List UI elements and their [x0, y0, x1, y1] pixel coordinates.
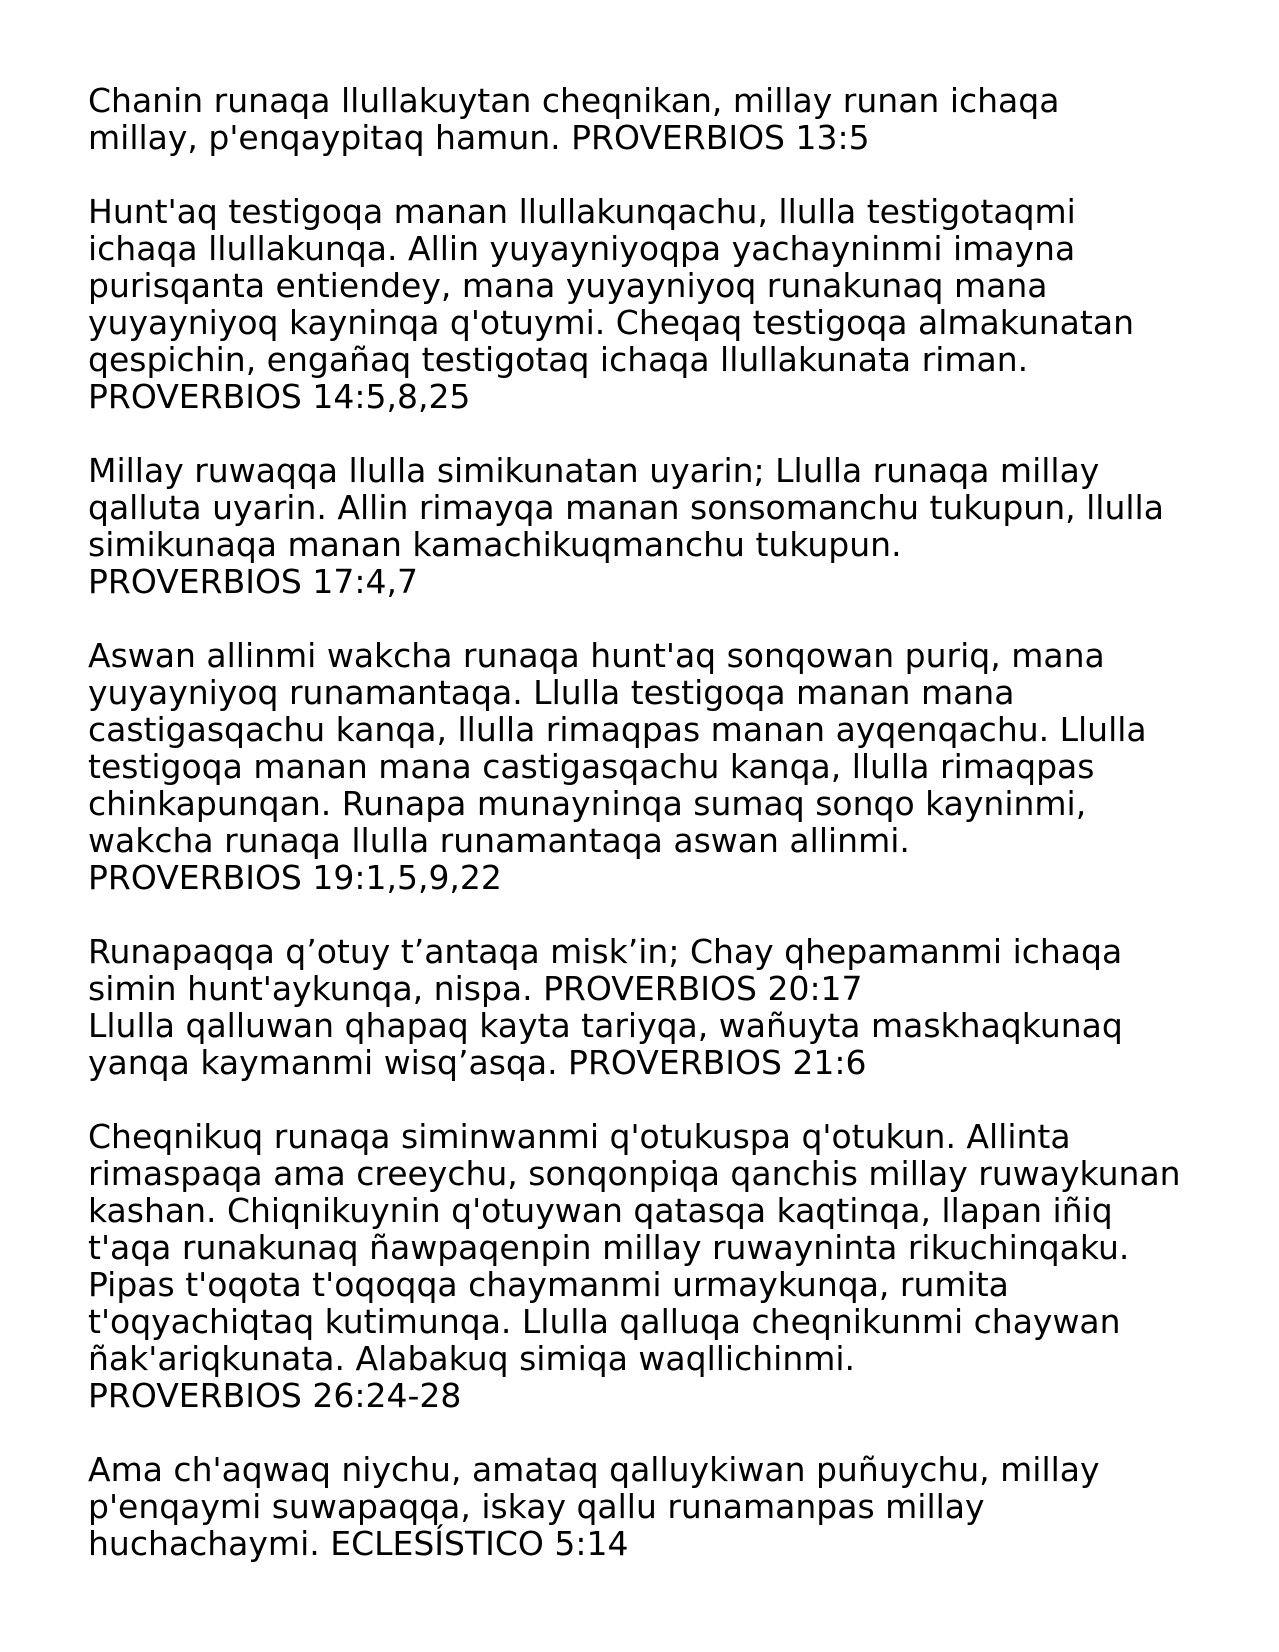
- text-line: Runapaqqa q’otuy t’antaqa misk’in; Chay qhepamanmi ichaqa: [88, 932, 1123, 971]
- text-line: millay, p'enqaypitaq hamun. PROVERBIOS 13:5: [88, 118, 870, 157]
- text-line: p'enqaymi suwapaqqa, iskay qallu runamanpas millay: [88, 1487, 985, 1526]
- text-line: Aswan allinmi wakcha runaqa hunt'aq sonqowan puriq, mana: [88, 636, 1105, 675]
- text-line: ichaqa llullakunqa. Allin yuyayniyoqpa yachayninmi imayna: [88, 229, 1076, 268]
- text-line: simikunaqa manan kamachikuqmanchu tukupun.: [88, 525, 902, 564]
- text-line: kashan. Chiqnikuynin q'otuywan qatasqa kaqtinqa, llapan iñiq: [88, 1191, 1113, 1230]
- text-line: Hunt'aq testigoqa manan llullakunqachu, llulla testigotaqmi: [88, 192, 1076, 231]
- verse-paragraph-2: [88, 193, 1228, 415]
- verse-paragraph-5: [88, 933, 1228, 1007]
- verse-paragraph-3: [88, 452, 1228, 600]
- verse-paragraph-8: [88, 1451, 1228, 1562]
- text-line: yuyayniyoq runamantaqa. Llulla testigoqa manan mana: [88, 673, 1015, 712]
- text-line: chinkapunqan. Runapa munayninqa sumaq sonqo kayninmi,: [88, 784, 1087, 823]
- verse-paragraph-1: [88, 82, 1228, 156]
- text-line: PROVERBIOS 26:24-28: [88, 1376, 462, 1415]
- text-line: Chanin runaqa llullakuytan cheqnikan, millay runan ichaqa: [88, 81, 1060, 120]
- verse-paragraph-7: [88, 1118, 1228, 1414]
- text-line: qalluta uyarin. Allin rimayqa manan sonsomanchu tukupun, llulla: [88, 488, 1164, 527]
- text-line: Millay ruwaqqa llulla simikunatan uyarin; Llulla runaqa millay: [88, 451, 1100, 490]
- text-line: castigasqachu kanqa, llulla rimaqpas manan ayqenqachu. Llulla: [88, 710, 1147, 749]
- text-line: wakcha runaqa llulla runamantaqa aswan allinmi.: [88, 821, 910, 860]
- text-line: Llulla qalluwan qhapaq kayta tariyqa, wañuyta maskhaqkunaq: [88, 1006, 1123, 1045]
- text-line: PROVERBIOS 14:5,8,25: [88, 377, 471, 416]
- text-line: yanqa kaymanmi wisq’asqa. PROVERBIOS 21:6: [88, 1043, 867, 1082]
- text-line: t'aqa runakunaq ñawpaqenpin millay ruwayninta rikuchinqaku.: [88, 1228, 1130, 1267]
- text-line: qespichin, engañaq testigotaq ichaqa llullakunata riman.: [88, 340, 1029, 379]
- text-line: Cheqnikuq runaqa siminwanmi q'otukuspa q'otukun. Allinta: [88, 1117, 1071, 1156]
- verse-paragraph-6: [88, 1007, 1228, 1081]
- text-line: t'oqyachiqtaq kutimunqa. Llulla qalluqa cheqnikunmi chaywan: [88, 1302, 1121, 1341]
- text-line: Ama ch'aqwaq niychu, amataq qalluykiwan puñuychu, millay: [88, 1450, 1100, 1489]
- text-line: yuyayniyoq kayninqa q'otuymi. Cheqaq testigoqa almakunatan: [88, 303, 1134, 342]
- text-line: rimaspaqa ama creeychu, sonqonpiqa qanchis millay ruwaykunan: [88, 1154, 1181, 1193]
- text-line: purisqanta entiendey, mana yuyayniyoq runakunaq mana: [88, 266, 1048, 305]
- verse-paragraph-4: [88, 637, 1228, 896]
- text-line: PROVERBIOS 17:4,7: [88, 562, 418, 601]
- text-line: huchachaymi. ECLESÍSTICO 5:14: [88, 1524, 629, 1563]
- text-line: PROVERBIOS 19:1,5,9,22: [88, 858, 502, 897]
- text-line: ñak'ariqkunata. Alabakuq simiqa waqllichinmi.: [88, 1339, 856, 1378]
- text-line: Pipas t'oqota t'oqoqqa chaymanmi urmaykunqa, rumita: [88, 1265, 1009, 1304]
- text-line: simin hunt'aykunqa, nispa. PROVERBIOS 20:17: [88, 969, 863, 1008]
- document-page: [88, 82, 1228, 1599]
- text-line: testigoqa manan mana castigasqachu kanqa, llulla rimaqpas: [88, 747, 1095, 786]
